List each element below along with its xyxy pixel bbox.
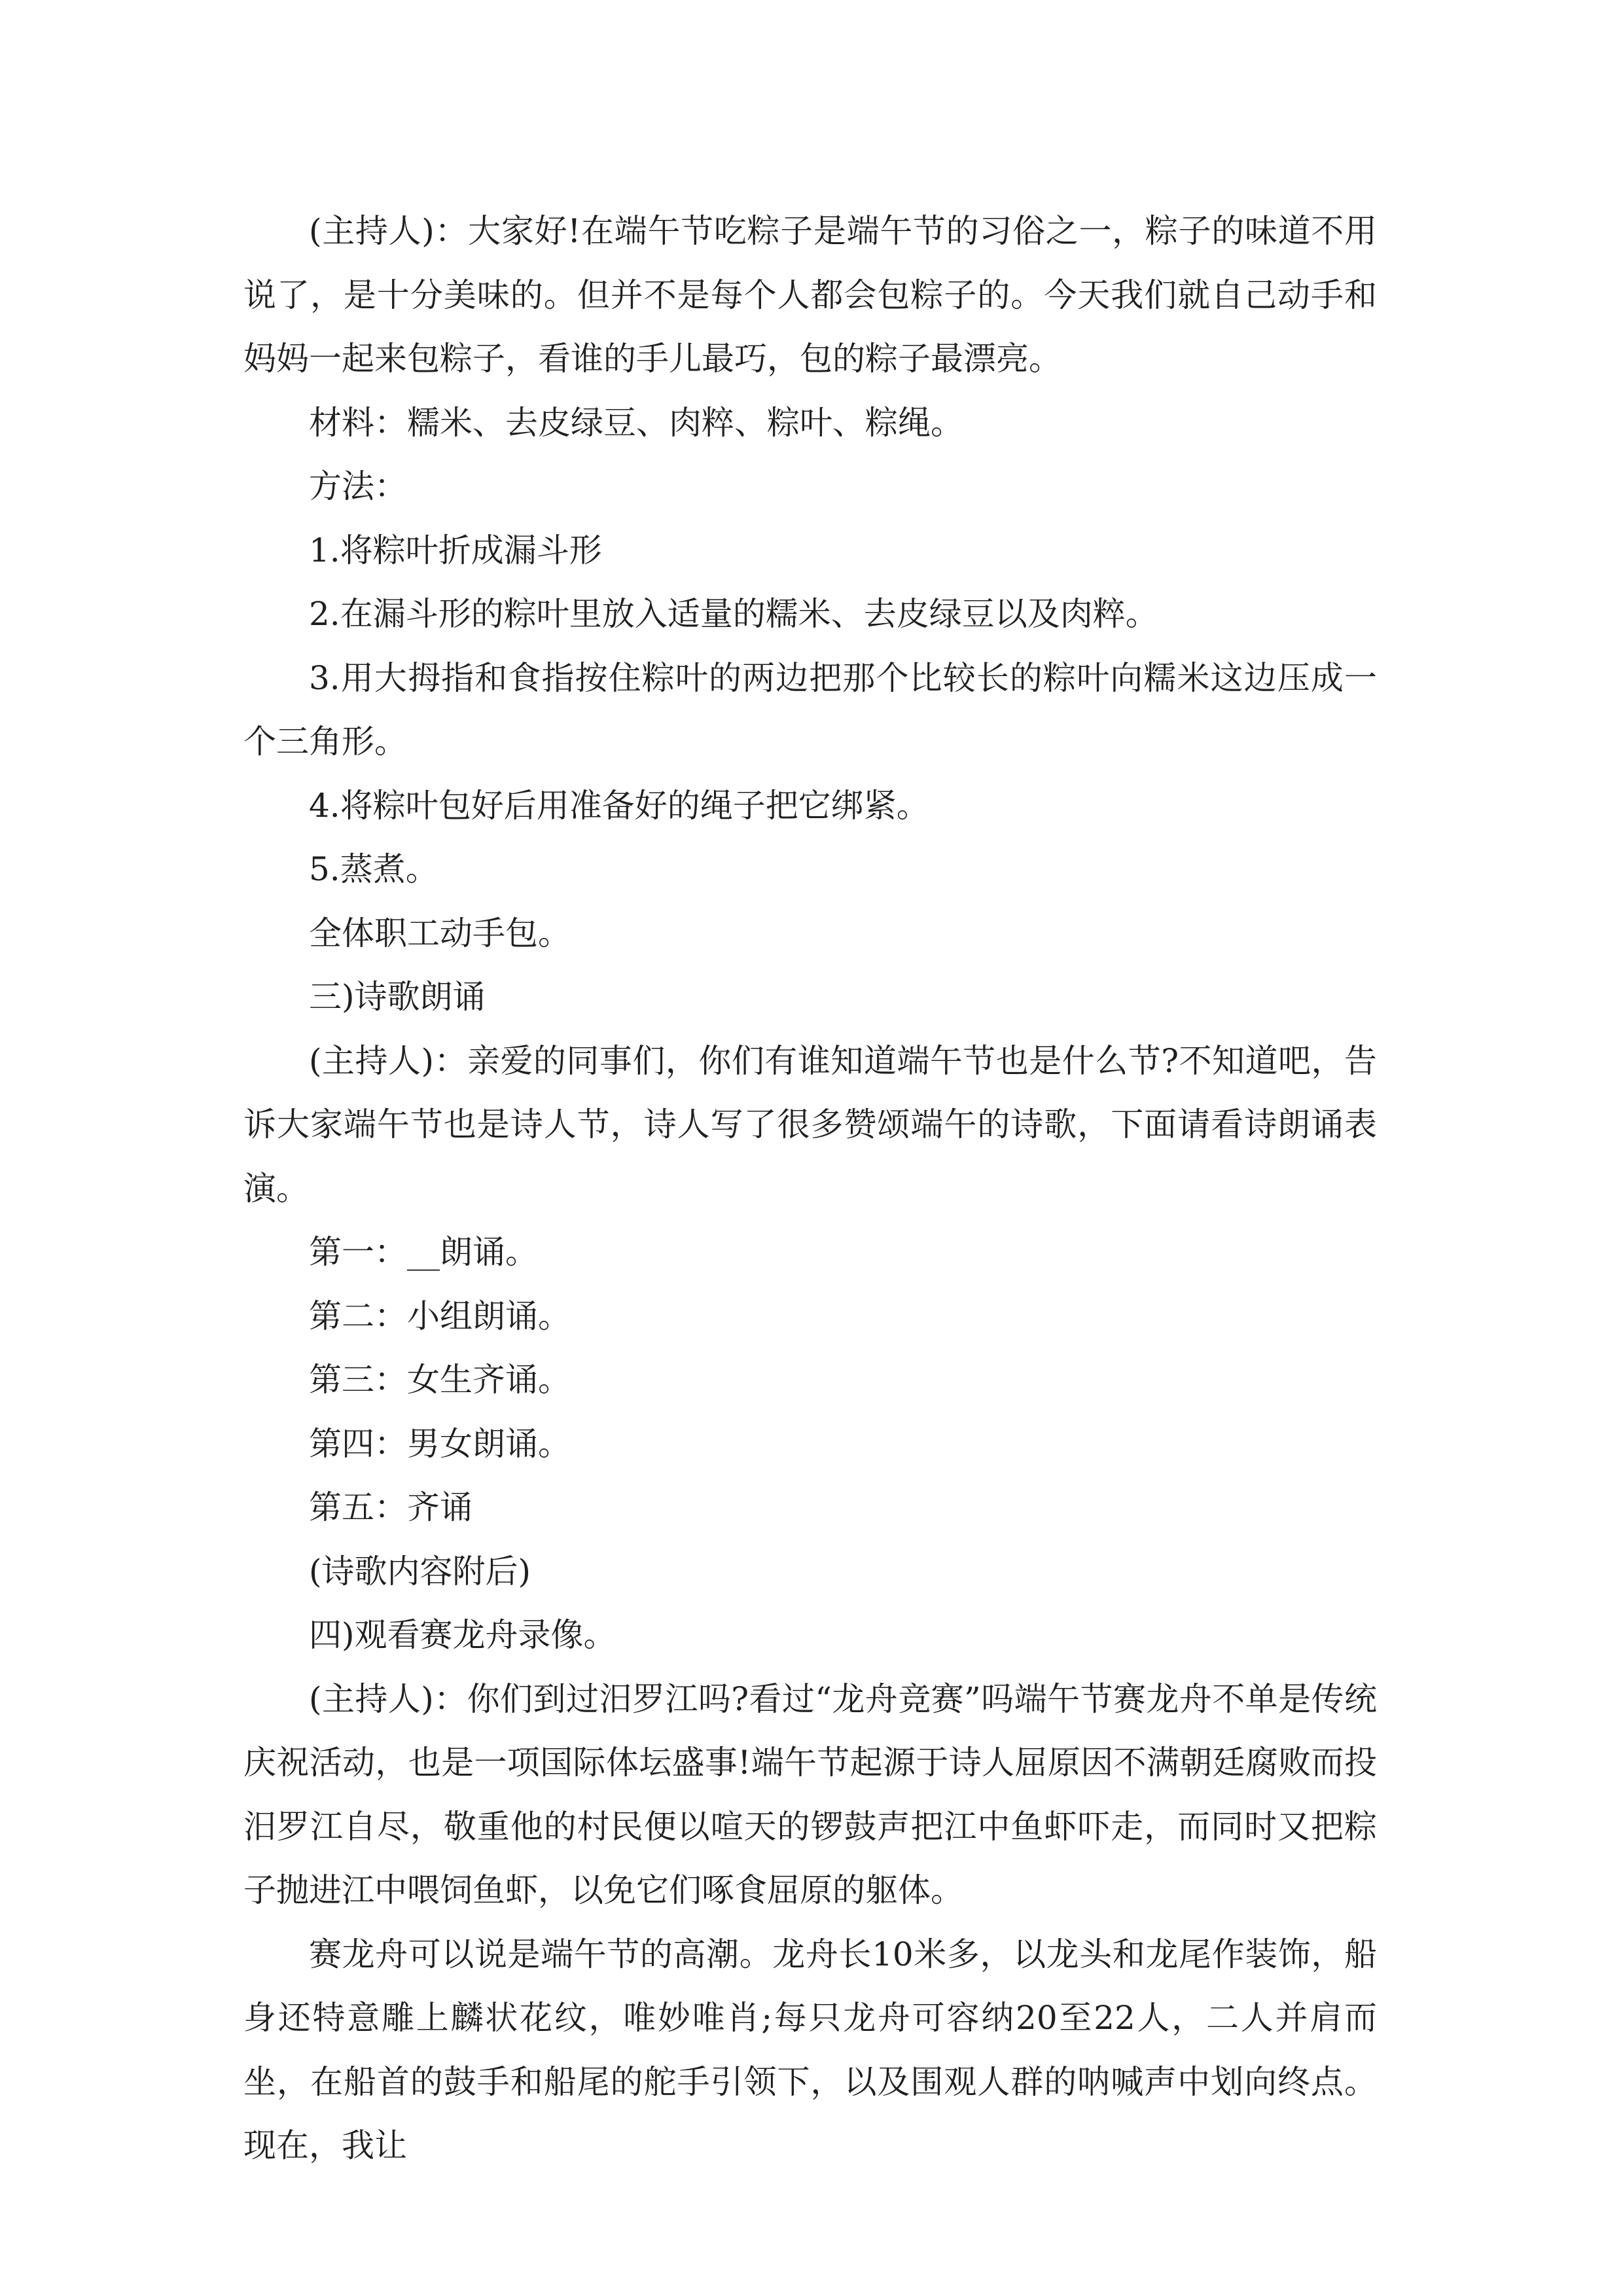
paragraph-poem-note: (诗歌内容附后)	[309, 1552, 531, 1590]
paragraph-step-5: 5.蒸煮。	[309, 850, 438, 888]
paragraph-recital-4: 第四：男女朗诵。	[309, 1424, 571, 1463]
section-heading-poetry: 三)诗歌朗诵	[309, 978, 486, 1016]
paragraph-recital-1: 第一：__朗诵。	[309, 1233, 538, 1271]
paragraph-recital-5: 第五：齐诵	[309, 1488, 473, 1526]
paragraph-recital-2: 第二：小组朗诵。	[309, 1297, 571, 1335]
paragraph-host-poetry: (主持人)：亲爱的同事们，你们有谁知道端午节也是什么节?不知道吧，告诉大家端午节也是诗人节，诗人写了很多赞颂端午的诗歌，下面请看诗朗诵表演。	[243, 1041, 1377, 1208]
paragraph-all-staff: 全体职工动手包。	[309, 914, 571, 952]
section-heading-dragon-boat: 四)观看赛龙舟录像。	[309, 1616, 616, 1654]
paragraph-step-2: 2.在漏斗形的粽叶里放入适量的糯米、去皮绿豆以及肉粹。	[309, 595, 1158, 633]
paragraph-step-3: 3.用大拇指和食指按住粽叶的两边把那个比较长的粽叶向糯米这边压成一个三角形。	[243, 658, 1377, 761]
paragraph-method-heading: 方法：	[309, 467, 407, 505]
paragraph-step-4: 4.将粽叶包好后用准备好的绳子把它绑紧。	[309, 786, 929, 825]
document-body	[243, 200, 1377, 2178]
paragraph-host-intro: (主持人)：大家好!在端午节吃粽子是端午节的习俗之一，粽子的味道不用说了，是十分美味的。但并不是每个人都会包粽子的。今天我们就自己动手和妈妈一起来包粽子，看谁的手儿最巧，包的粽子最漂亮。	[243, 212, 1377, 378]
paragraph-host-dragon-boat: (主持人)：你们到过汨罗江吗?看过“龙舟竞赛”吗端午节赛龙舟不单是传统庆祝活动，也是一项国际体坛盛事!端午节起源于诗人屈原因不满朝廷腐败而投汨罗江自尽，敬重他的村民便以喧天的锣鼓声把江中鱼虾吓走，而同时又把粽子抛进江中喂饲鱼虾，以免它们啄食屈原的躯体。	[243, 1679, 1377, 1909]
paragraph-recital-3: 第三：女生齐诵。	[309, 1361, 571, 1399]
paragraph-dragon-boat-climax: 赛龙舟可以说是端午节的高潮。龙舟长10米多，以龙头和龙尾作装饰，船身还特意雕上麟状花纹，唯妙唯肖;每只龙舟可容纳20至22人，二人并肩而坐，在船首的鼓手和船尾的舵手引领下，以及围观人群的呐喊声中划向终点。现在，我让	[243, 1935, 1377, 2164]
paragraph-step-1: 1.将粽叶折成漏斗形	[309, 531, 602, 569]
paragraph-materials: 材料：糯米、去皮绿豆、肉粹、粽叶、粽绳。	[309, 403, 963, 442]
